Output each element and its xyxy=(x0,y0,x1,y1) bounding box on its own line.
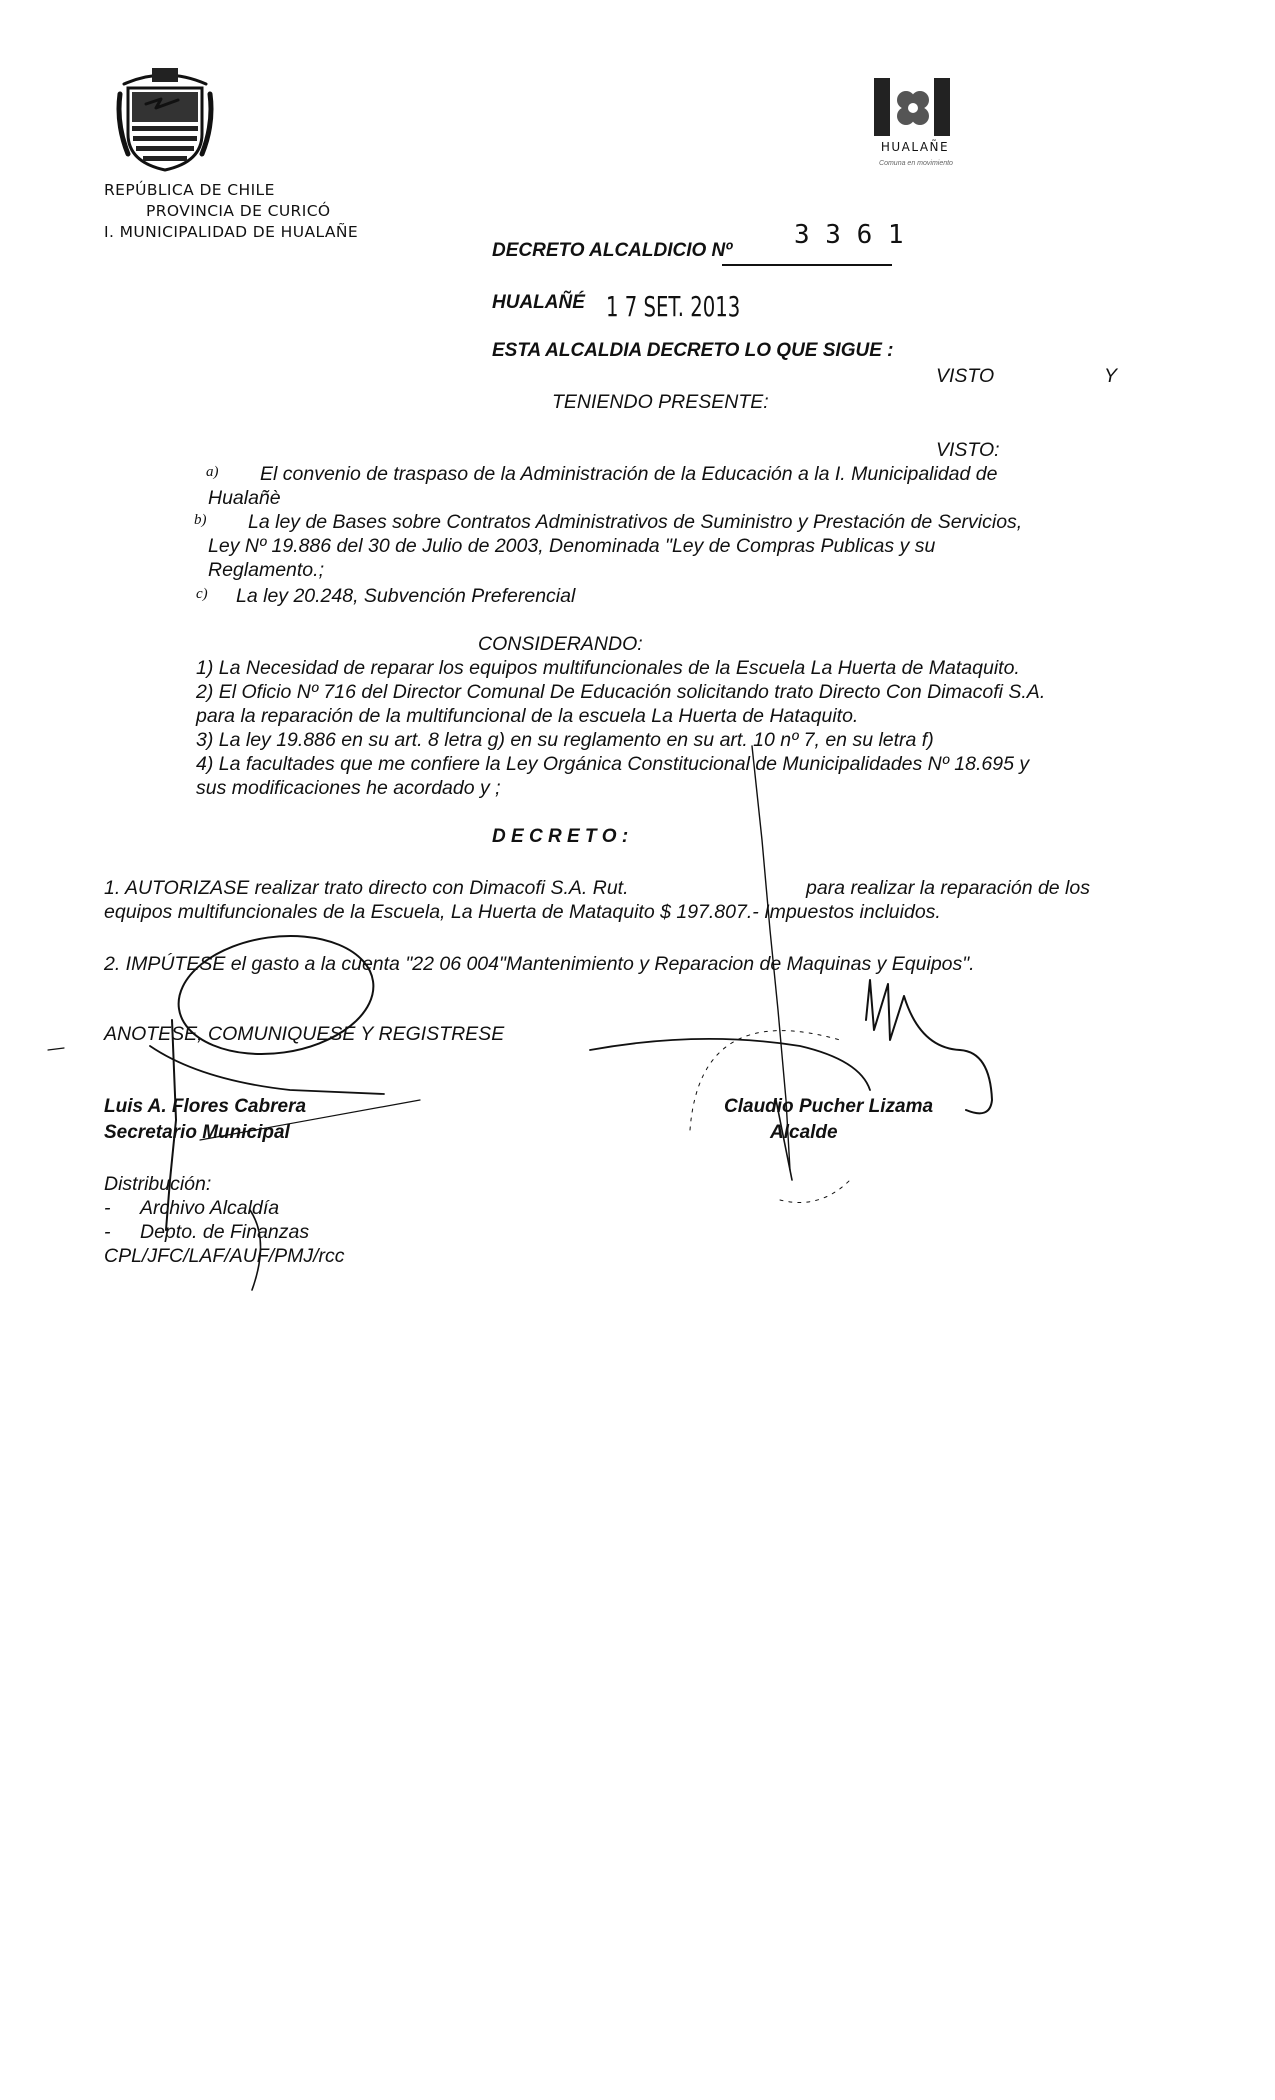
visto-c-letter: c) xyxy=(196,586,208,602)
decreto-item2: 2. IMPÚTESE el gasto a la cuenta "22 06 004"Mantenimiento y Reparacion de Maquinas y Equipos". xyxy=(104,953,975,975)
decreto-item1-a: 1. AUTORIZASE realizar trato directo con Dimacofi S.A. Rut. xyxy=(104,877,629,899)
left-signer-title: Secretario Municipal xyxy=(104,1122,290,1143)
visto-b-cont2: Reglamento.; xyxy=(208,559,324,581)
teniendo-presente: TENIENDO PRESENTE: xyxy=(552,391,769,413)
closing-text: ANOTESE, COMUNIQUESE Y REGISTRESE xyxy=(104,1023,505,1045)
municipality-label: I. MUNICIPALIDAD DE HUALAÑE xyxy=(104,223,359,241)
visto-a-letter: a) xyxy=(206,464,219,480)
visto-c-text: La ley 20.248, Subvención Preferencial xyxy=(236,585,576,607)
considerando-line: para la reparación de la multifuncional de la escuela La Huerta de Hataquito. xyxy=(196,705,859,727)
decreto-item1-c: equipos multifuncionales de la Escuela, La Huerta de Mataquito $ 197.807.- Impuestos incluidos. xyxy=(104,901,941,923)
decree-number-label: DECRETO ALCALDICIO Nº xyxy=(492,240,733,261)
visto-b-text: La ley de Bases sobre Contratos Administrativos de Suministro y Prestación de Servicios, xyxy=(248,511,1023,533)
left-signer-name: Luis A. Flores Cabrera xyxy=(104,1096,307,1117)
considerando-line: 4) La facultades que me confiere la Ley Orgánica Constitucional de Municipalidades Nº 18.695 y xyxy=(196,753,1030,775)
distribution-bullet: - xyxy=(104,1221,111,1243)
province-label: PROVINCIA DE CURICÓ xyxy=(146,202,331,220)
decree-number: 3 3 6 1 xyxy=(794,220,904,250)
distribution-item: Depto. de Finanzas xyxy=(140,1221,310,1243)
decreto-item1-b: para realizar la reparación de los xyxy=(806,877,1090,899)
considerando-heading: CONSIDERANDO: xyxy=(478,633,643,655)
right-signer-name: Claudio Pucher Lizama xyxy=(724,1096,934,1117)
place-label: HUALAÑÉ xyxy=(492,292,585,313)
distribution-item: Archivo Alcaldía xyxy=(140,1197,280,1219)
logo-tagline: Comuna en movimiento xyxy=(879,160,953,167)
visto-y-left: VISTO xyxy=(936,365,995,387)
distribution-heading: Distribución: xyxy=(104,1173,212,1195)
visto-a-text: El convenio de traspaso de la Administración de la Educación a la I. Municipalidad de xyxy=(260,463,998,485)
right-signer-title: Alcalde xyxy=(770,1122,838,1143)
visto-heading: VISTO: xyxy=(936,439,1000,461)
considerando-line: 3) La ley 19.886 en su art. 8 letra g) en su reglamento en su art. 10 nº 7, en su letra f) xyxy=(196,729,934,751)
distribution-bullet: - xyxy=(104,1197,111,1219)
distribution-initials: CPL/JFC/LAF/AUF/PMJ/rcc xyxy=(104,1245,345,1267)
considerando-line: sus modificaciones he acordado y ; xyxy=(196,777,501,799)
visto-a-cont: Hualañè xyxy=(208,487,281,509)
considerando-line: 1) La Necesidad de reparar los equipos multifuncionales de la Escuela La Huerta de Mataquito. xyxy=(196,657,1020,679)
visto-b-cont: Ley Nº 19.886 del 30 de Julio de 2003, Denominada "Ley de Compras Publicas y su xyxy=(208,535,936,557)
decree-date-stamp: 1 7 SET. 2013 xyxy=(606,290,741,323)
intro-heading: ESTA ALCALDIA DECRETO LO QUE SIGUE : xyxy=(492,340,894,361)
visto-b-letter: b) xyxy=(194,512,207,528)
country-label: REPÚBLICA DE CHILE xyxy=(104,181,275,199)
considerando-line: 2) El Oficio Nº 716 del Director Comunal De Educación solicitando trato Directo Con Dimacofi S.A. xyxy=(196,681,1046,703)
decreto-heading: D E C R E T O : xyxy=(492,826,629,847)
logo-text: HUALAÑE xyxy=(880,140,950,154)
visto-y-right: Y xyxy=(1104,365,1118,387)
